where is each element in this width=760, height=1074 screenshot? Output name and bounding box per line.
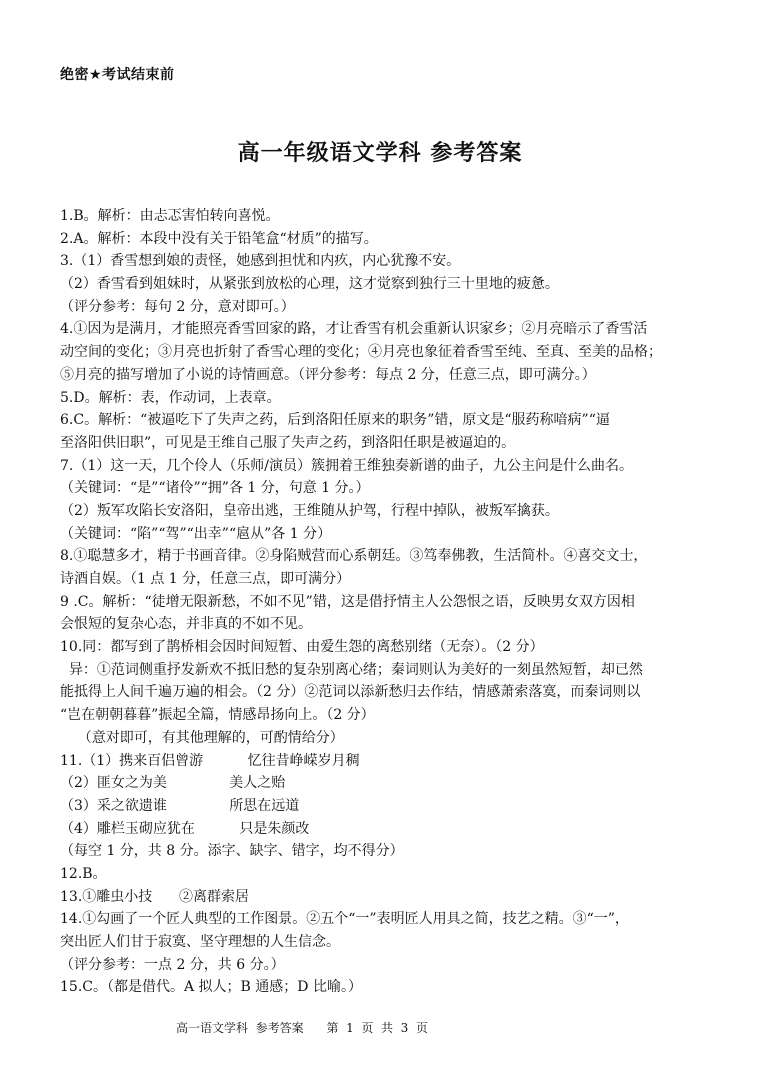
answer-line: （2）匪女之为美 美人之贻 (60, 775, 286, 792)
answer-line: （关键词：“陷”“驾”“出幸”“扈从”各 1 分） (60, 525, 332, 542)
answer-line: 动空间的变化；③月亮也折射了香雪心理的变化；④月亮也象征着香雪至纯、至真、至美的品格； (60, 344, 662, 361)
answer-line: 8.①聪慧多才，精于书画音律。②身陷贼营而心系朝廷。③笃奉佛教，生活简朴。④喜交文士， (60, 548, 648, 565)
answer-line: 11.（1）携来百侣曾游 忆往昔峥嵘岁月稠 (60, 752, 360, 769)
answer-line: （评分参考：一点 2 分，共 6 分。） (60, 956, 285, 973)
answer-line: ⑤月亮的描写增加了小说的诗情画意。（评分参考：每点 2 分，任意三点，即可满分。） (60, 366, 596, 383)
answer-line: 1.B。解析：由忐忑害怕转向喜悦。 (60, 208, 280, 224)
answer-line: （2）香雪看到姐妹时，从紧张到放松的心理，这才觉察到独行三十里地的疲惫。 (60, 276, 559, 293)
answer-line: “岂在朝朝暮暮”振起全篇，情感昂扬向上。（2 分） (60, 707, 375, 724)
answer-line: 3.（1）香雪想到娘的责怪，她感到担忧和内疚，内心犹豫不安。 (60, 253, 461, 270)
page-title: 高一年级语文学科 参考答案 (237, 140, 523, 166)
answer-line: （4）雕栏玉砌应犹在 只是朱颜改 (60, 820, 310, 837)
answer-line: 7.（1）这一天，几个伶人（乐师/演员）簇拥着王维独奏新谱的曲子，九公主问是什么曲名。 (60, 457, 633, 474)
answer-line: 突出匠人们甘于寂寞、坚守理想的人生信念。 (60, 934, 340, 950)
answer-content (60, 205, 710, 999)
page-footer: 高一语文学科 参考答案 第 1 页 共 3 页 (176, 1021, 428, 1035)
answer-line: 会恨短的复杂心态，并非真的不如不见。 (60, 616, 312, 633)
answer-line: 2.A。解析：本段中没有关于铅笔盒“材质”的描写。 (60, 230, 378, 247)
answer-line: 至洛阳供旧职”，可见是王维自己服了失声之药，到洛阳任职是被逼迫的。 (60, 434, 516, 451)
answer-line: （每空 1 分，共 8 分。添字、缺字、错字，均不得分） (60, 843, 404, 860)
answer-line: 12.B。 (60, 865, 107, 882)
answer-line: 15.C。（都是借代。A 拟人；B 通感；D 比喻。） (60, 979, 362, 996)
answer-line: 异：①范词侧重抒发新欢不抵旧愁的复杂别离心绪；秦词则认为美好的一刻虽然短暂，却已然 (60, 661, 643, 678)
answer-line: 10.同：都写到了鹊桥相会因时间短暂、由爱生怨的离愁别绪（无奈）。（2 分） (60, 639, 544, 656)
answer-line: 6.C。解析：“被逼吃下了失声之药，后到洛阳任原来的职务”错，原文是“服药称喑病”“逼 (60, 412, 610, 429)
answer-line: 诗酒自娱。（1 点 1 分，任意三点，即可满分） (60, 571, 351, 587)
answer-line: （3）采之欲遗谁 所思在远道 (60, 797, 300, 814)
answer-line: 5.D。解析：表，作动词，上表章。 (60, 389, 281, 406)
confidential-label: 绝密★考试结束前 (60, 67, 175, 83)
answer-line: 9 .C。解析：“徒增无限新愁，不如不见”错，这是借抒情主人公怨恨之语，反映男女双方因相 (60, 593, 635, 610)
answer-line: （2）叛军攻陷长安洛阳，皇帝出逃，王维随从护驾，行程中掉队，被叛军擒获。 (60, 502, 559, 519)
answer-line: 14.①勾画了一个匠人典型的工作图景。②五个“一”表明匠人用具之简，技艺之精。③“一”， (60, 911, 629, 928)
answer-line: （关键词：“是”“诸伶”“拥”各 1 分，句意 1 分。） (60, 480, 370, 497)
answer-line: 4.①因为是满月，才能照亮香雪回家的路，才让香雪有机会重新认识家乡；②月亮暗示了香雪活 (60, 321, 648, 338)
answer-line: （意对即可，有其他理解的，可酌情给分） (60, 729, 344, 746)
answer-line: （评分参考：每句 2 分，意对即可。） (60, 298, 295, 315)
answer-line: 能抵得上人间千遍万遍的相会。（2 分）②范词以添新愁归去作结，情感萧索落寞，而秦词则以 (60, 684, 641, 701)
answer-line: 13.①雕虫小技 ②离群索居 (60, 888, 249, 905)
